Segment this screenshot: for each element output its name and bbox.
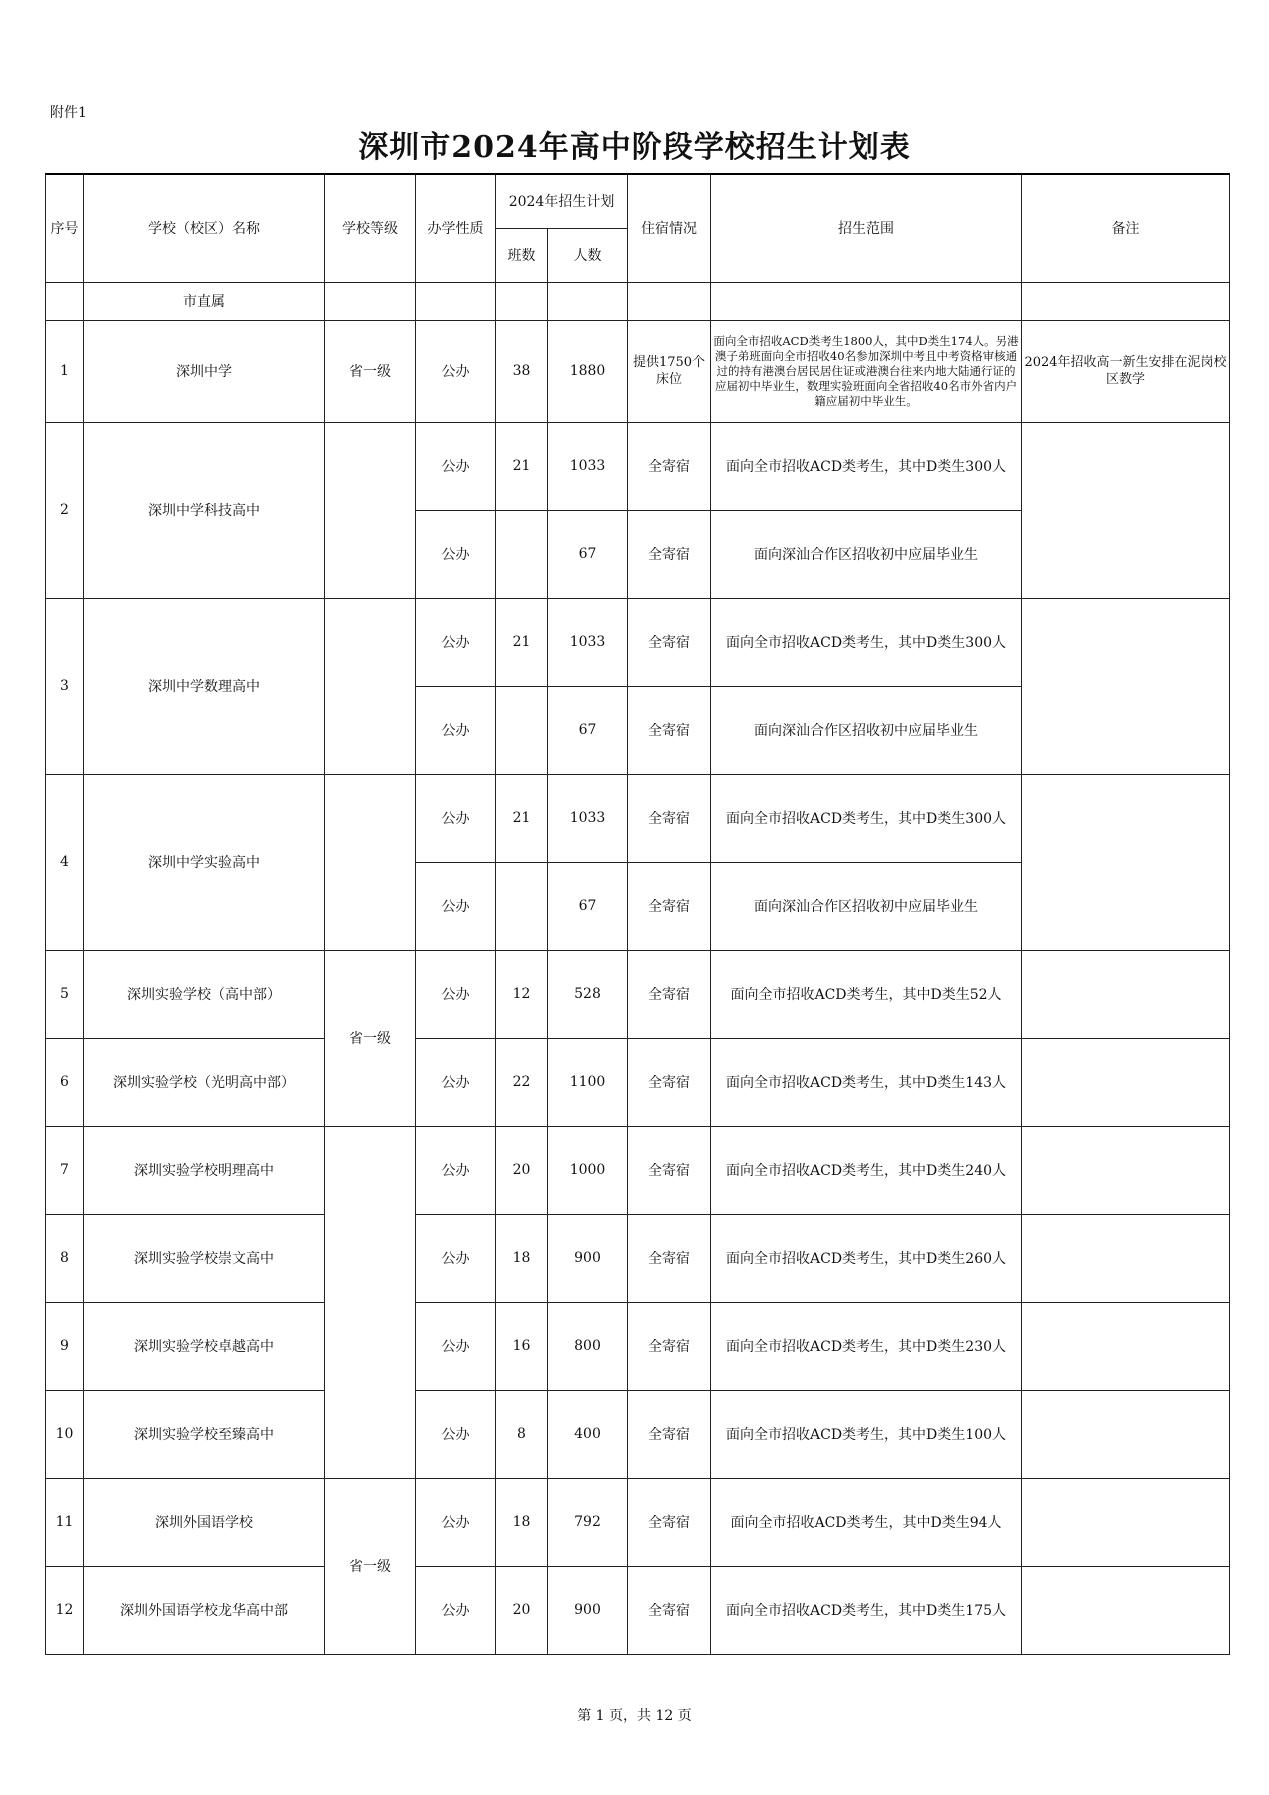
header-nature: 办学性质 — [416, 174, 496, 282]
header-boarding: 住宿情况 — [628, 174, 711, 282]
table-row: 10 深圳实验学校至臻高中 公办 8 400 全寄宿 面向全市招收ACD类考生，其中D类生100人 — [46, 1390, 1230, 1478]
table-row: 7 深圳实验学校明理高中 公办 20 1000 全寄宿 面向全市招收ACD类考生，其中D类生240人 — [46, 1126, 1230, 1214]
table-row: 8 深圳实验学校崇文高中 公办 18 900 全寄宿 面向全市招收ACD类考生，其中D类生260人 — [46, 1214, 1230, 1302]
table-row: 2 深圳中学科技高中 公办 21 1033 全寄宿 面向全市招收ACD类考生，其中D类生300人 — [46, 422, 1230, 510]
header-school: 学校（校区）名称 — [84, 174, 325, 282]
table-row: 公办 67 全寄宿 面向深汕合作区招收初中应届毕业生 — [46, 510, 1230, 598]
table-row: 5 深圳实验学校（高中部） 省一级 公办 12 528 全寄宿 面向全市招收ACD类考生，其中D类生52人 — [46, 950, 1230, 1038]
header-grade: 学校等级 — [325, 174, 416, 282]
header-remarks: 备注 — [1022, 174, 1230, 282]
table-row: 公办 67 全寄宿 面向深汕合作区招收初中应届毕业生 — [46, 686, 1230, 774]
table-row: 3 深圳中学数理高中 公办 21 1033 全寄宿 面向全市招收ACD类考生，其中D类生300人 — [46, 598, 1230, 686]
enrollment-plan-table — [45, 173, 1230, 1655]
header-seq: 序号 — [46, 174, 84, 282]
header-plan: 2024年招生计划 — [496, 174, 628, 228]
header-scope: 招生范围 — [711, 174, 1022, 282]
table-row: 6 深圳实验学校（光明高中部） 公办 22 1100 全寄宿 面向全市招收ACD类考生，其中D类生143人 — [46, 1038, 1230, 1126]
table-row: 9 深圳实验学校卓越高中 公办 16 800 全寄宿 面向全市招收ACD类考生，其中D类生230人 — [46, 1302, 1230, 1390]
header-classes: 班数 — [496, 228, 548, 282]
attachment-label: 附件1 — [50, 105, 87, 121]
table-row: 11 深圳外国语学校 省一级 公办 18 792 全寄宿 面向全市招收ACD类考生，其中D类生94人 — [46, 1478, 1230, 1566]
table-row: 4 深圳中学实验高中 公办 21 1033 全寄宿 面向全市招收ACD类考生，其中D类生300人 — [46, 774, 1230, 862]
page-footer: 第 1 页，共 12 页 — [577, 1708, 692, 1724]
page-title: 深圳市2024年高中阶段学校招生计划表 — [358, 130, 911, 165]
header-students: 人数 — [548, 228, 628, 282]
table-row: 12 深圳外国语学校龙华高中部 公办 20 900 全寄宿 面向全市招收ACD类考生，其中D类生175人 — [46, 1566, 1230, 1654]
table-row: 公办 67 全寄宿 面向深汕合作区招收初中应届毕业生 — [46, 862, 1230, 950]
table-row: 1 深圳中学 省一级 公办 38 1880 提供1750个床位 面向全市招收ACD类考生1800人，其中D类生174人。另港澳子弟班面向全市招收40名参加深圳中考且中考资格审核通过的持有港澳台居民居住证或港澳台往来内地大陆通行证的应届初中毕业生，数理实验班面向全省招收40名市外省内户籍应届初中毕业生。 2024年招收高一新生安排在泥岗校区教学 — [46, 320, 1230, 422]
section-label: 市直属 — [84, 282, 325, 320]
